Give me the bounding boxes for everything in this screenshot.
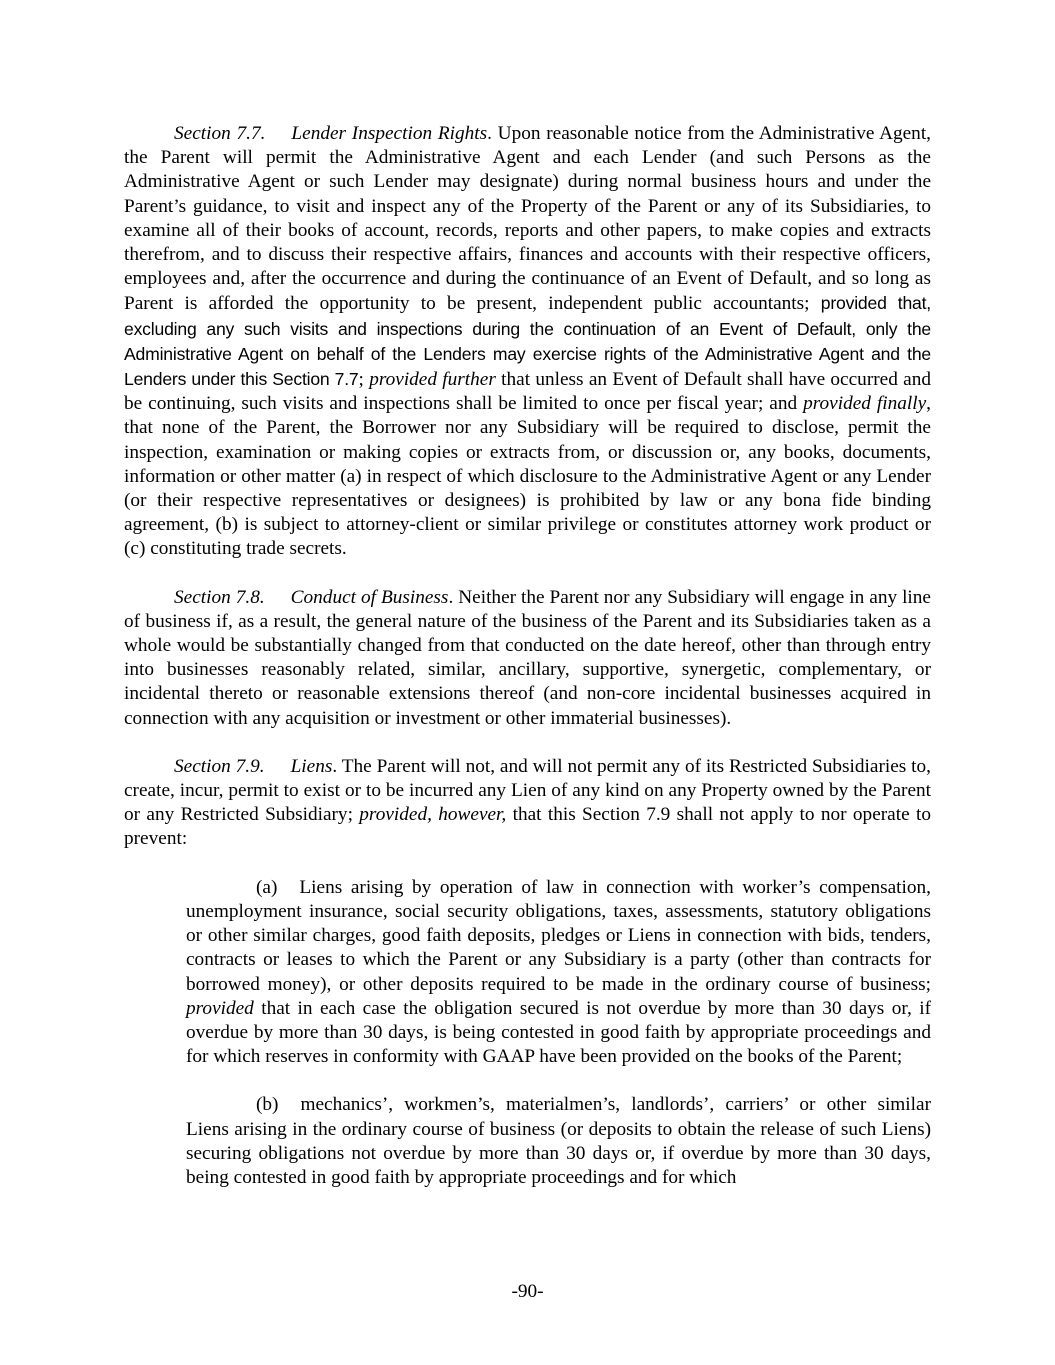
section-7-8-paragraph <box>124 586 931 731</box>
section-number: Section 7.8. <box>174 586 265 608</box>
clause-text: Liens arising by operation of law in connection with worker’s compensation, unemployment insurance, social security obligations, taxes, assessments, statutory obligations or other similar charges, good faith deposits, pledges or Liens in connection with bids, tenders, contracts or leases to which the Parent or any Subsidiary is a party (other than contracts for borrowed money), or other deposits required to be made in the ordinary course of business; <box>186 876 931 995</box>
section-7-7-paragraph <box>124 122 931 562</box>
emphasis: provided finally <box>803 393 927 415</box>
clause-b-paragraph <box>186 1093 931 1190</box>
section-title: Lender Inspection Rights <box>291 123 488 144</box>
section-number: Section 7.9. <box>174 755 265 777</box>
section-title: Conduct of Business <box>290 586 449 608</box>
clause-a-paragraph <box>186 876 931 1070</box>
page-number: -90- <box>511 1281 544 1302</box>
section-text: . The Parent will not, and will not permit any of its Restricted Subsidiaries to, create, incur, permit to exist or to be incurred any Lien of any kind on any Property owned by the Parent or any Restricted Subsidiary; <box>124 755 931 826</box>
section-text-inserted: provided that, excluding any such visits and inspections during the continuation of an Event of Default, only the Administrative Agent on behalf of the Lenders may exercise rights of the Administrative Agent and the Lenders under this Section 7.7 <box>124 293 931 390</box>
section-text: . Neither the Parent nor any Subsidiary will engage in any line of business if, as a result, the general nature of the business of the Parent and its Subsidiaries taken as a whole would be substantially changed from that conducted on the date hereof, other than through entry into businesses reasonably related, similar, ancillary, supportive, synergetic, complementary, or incidental thereto or reasonable extensions thereof (and non-core incidental businesses acquired in connection with any acquisition or investment or other immaterial businesses). <box>124 586 931 729</box>
section-text: , that none of the Parent, the Borrower nor any Subsidiary will be required to disclose, permit the inspection, examination or making copies or extracts from, or discussion or, any books, documents, information or other matter (a) in respect of which disclosure to the Administrative Agent or any Lender (or their respective representatives or designees) is prohibited by law or any bona fide binding agreement, (b) is subject to attorney-client or similar privilege or constitutes attorney work product or (c) constituting trade secrets. <box>124 393 931 560</box>
clause-label: (a) <box>256 876 278 898</box>
emphasis: provided, however, <box>359 804 507 826</box>
document-body <box>124 122 931 1214</box>
section-text: . Upon reasonable notice from the Administrative Agent, the Parent will permit the Administrative Agent and each Lender (and such Persons as the Administrative Agent or such Lender may designate) during normal business hours and under the Parent’s guidance, to visit and inspect any of the Property of the Parent or any of its Subsidiaries, to examine all of their books of account, records, reports and other papers, to make copies and extracts therefrom, and to discuss their respective affairs, finances and accounts with their respective officers, employees and, after the occurrence and during the continuance of an Event of Default, and so long as Parent is afforded the opportunity to be present, independent public accountants; <box>124 123 932 315</box>
section-number: Section 7.7. <box>174 123 266 144</box>
emphasis: provided <box>186 997 254 1019</box>
section-7-9-paragraph <box>124 755 931 852</box>
emphasis: provided further <box>369 369 496 391</box>
section-text: that this Section 7.9 shall not apply to nor operate to prevent: <box>124 804 931 850</box>
section-title: Liens <box>290 755 333 777</box>
clause-label: (b) <box>256 1094 279 1116</box>
section-text: that unless an Event of Default shall have occurred and be continuing, such visits and inspections shall be limited to once per fiscal year; and <box>124 369 931 415</box>
section-text: ; <box>358 369 370 391</box>
clause-text: that in each case the obligation secured is not overdue by more than 30 days or, if overdue by more than 30 days, is being contested in good faith by appropriate proceedings and for which reserves in conformity with GAAP have been provided on the books of the Parent; <box>186 997 931 1068</box>
clause-text: mechanics’, workmen’s, materialmen’s, landlords’, carriers’ or other similar Liens arising in the ordinary course of business (or deposits to obtain the release of such Liens) securing obligations not overdue by more than 30 days or, if overdue by more than 30 days, being contested in good faith by appropriate proceedings and for which <box>186 1094 931 1188</box>
